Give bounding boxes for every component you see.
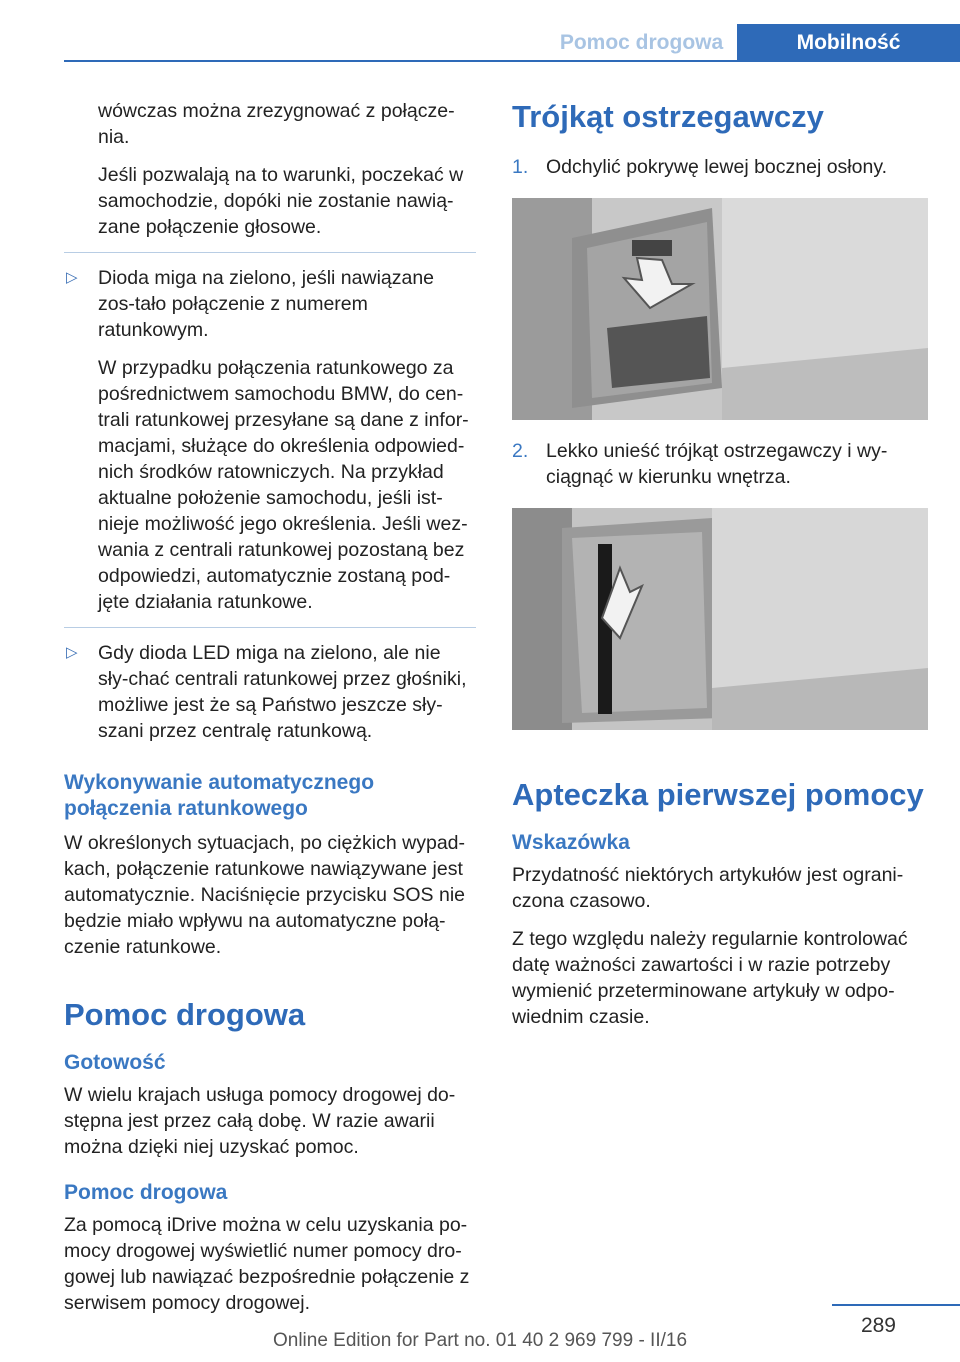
trunk-panel-image	[512, 198, 928, 420]
step-number: 1.	[512, 156, 529, 178]
warning-triangle-image	[512, 508, 928, 730]
list-item-text: Gdy dioda LED miga na zielono, ale nie sły-chać centrali ratunkowej przez głośniki, możliwe jest że są Państwo jeszcze sły-szani przez centralę ratunkową.	[98, 642, 467, 742]
triangle-bullet-icon: ▷	[66, 269, 78, 286]
list-item	[64, 265, 476, 343]
chapter-heading: Apteczka pierwszej pomocy	[512, 777, 924, 812]
left-column	[64, 98, 476, 1328]
header-tab-section[interactable]: Pomoc drogowa	[559, 31, 724, 54]
paragraph: W określonych sytuacjach, po ciężkich wypad-kach, połączenie ratunkowe nawiązywane jest automatycznie. Naciśnięcie przycisku SOS nie będzie miało wpływu na automatyczne połą-czenie ratunkowe.	[64, 832, 465, 958]
paragraph: W przypadku połączenia ratunkowego za pośrednictwem samochodu BMW, do cen-trali ratunkowej przesyłane są dane z infor-macjami, służące do określenia odpowied-nich środków ratowniczych. Na przykład aktualne położenie samochodu, jeśli ist-nieje możliwość jego określenia. Jeśli wez-wania z centrali ratunkowej pozostaną bez odpowiedzi, automatycznie zostaną pod-jęte działania ratunkowe.	[98, 357, 469, 613]
footer-rule	[832, 1304, 960, 1306]
header-rule	[64, 60, 960, 62]
paragraph: Z tego względu należy regularnie kontrolować datę ważności zawartości i w razie potrzeby wymienić przeterminowane artykuły w odpo-wiednim czasie.	[512, 928, 908, 1028]
divider	[64, 627, 476, 628]
divider	[64, 252, 476, 253]
section-heading: Pomoc drogowa	[64, 1181, 228, 1204]
step-text: Lekko unieść trójkąt ostrzegawczy i wy-ciągnąć w kierunku wnętrza.	[546, 440, 888, 488]
paragraph: Za pomocą iDrive można w celu uzyskania po-mocy drogowej wyświetlić numer pomocy dro-gowej lub nawiązać bezpośrednie połączenie z serwisem pomocy drogowej.	[64, 1214, 470, 1314]
section-heading: Wykonywanie automatycznego połączenia ratunkowego	[64, 771, 375, 820]
chapter-heading: Pomoc drogowa	[64, 997, 306, 1032]
footer-edition-text: Online Edition for Part no. 01 40 2 969 799 - II/16	[272, 1330, 688, 1351]
page-number: 289	[860, 1314, 896, 1337]
step-number: 2.	[512, 440, 529, 462]
paragraph: Przydatność niektórych artykułów jest ograni-czona czasowo.	[512, 864, 904, 912]
step-item	[512, 438, 928, 490]
step-item	[512, 154, 928, 180]
section-heading: Wskazówka	[512, 831, 630, 854]
triangle-bullet-icon: ▷	[66, 644, 78, 661]
paragraph: wówczas można zrezygnować z połącze-nia.	[98, 100, 455, 148]
list-item-text: Dioda miga na zielono, jeśli nawiązane zos-tało połączenie z numerem ratunkowym.	[98, 267, 435, 341]
chapter-heading: Trójkąt ostrzegawczy	[512, 99, 824, 134]
paragraph: Jeśli pozwalają na to warunki, poczekać w samochodzie, dopóki nie zostanie nawią-zane połączenie głosowe.	[98, 164, 464, 238]
header-tab-chapter[interactable]: Mobilność	[737, 24, 960, 62]
right-column	[512, 98, 928, 1042]
list-item	[64, 640, 476, 744]
step-text: Odchylić pokrywę lewej bocznej osłony.	[546, 156, 888, 178]
section-heading: Gotowość	[64, 1051, 166, 1074]
paragraph: W wielu krajach usługa pomocy drogowej do-stępna jest przez całą dobę. W razie awarii można dzięki niej uzyskać pomoc.	[64, 1084, 456, 1158]
